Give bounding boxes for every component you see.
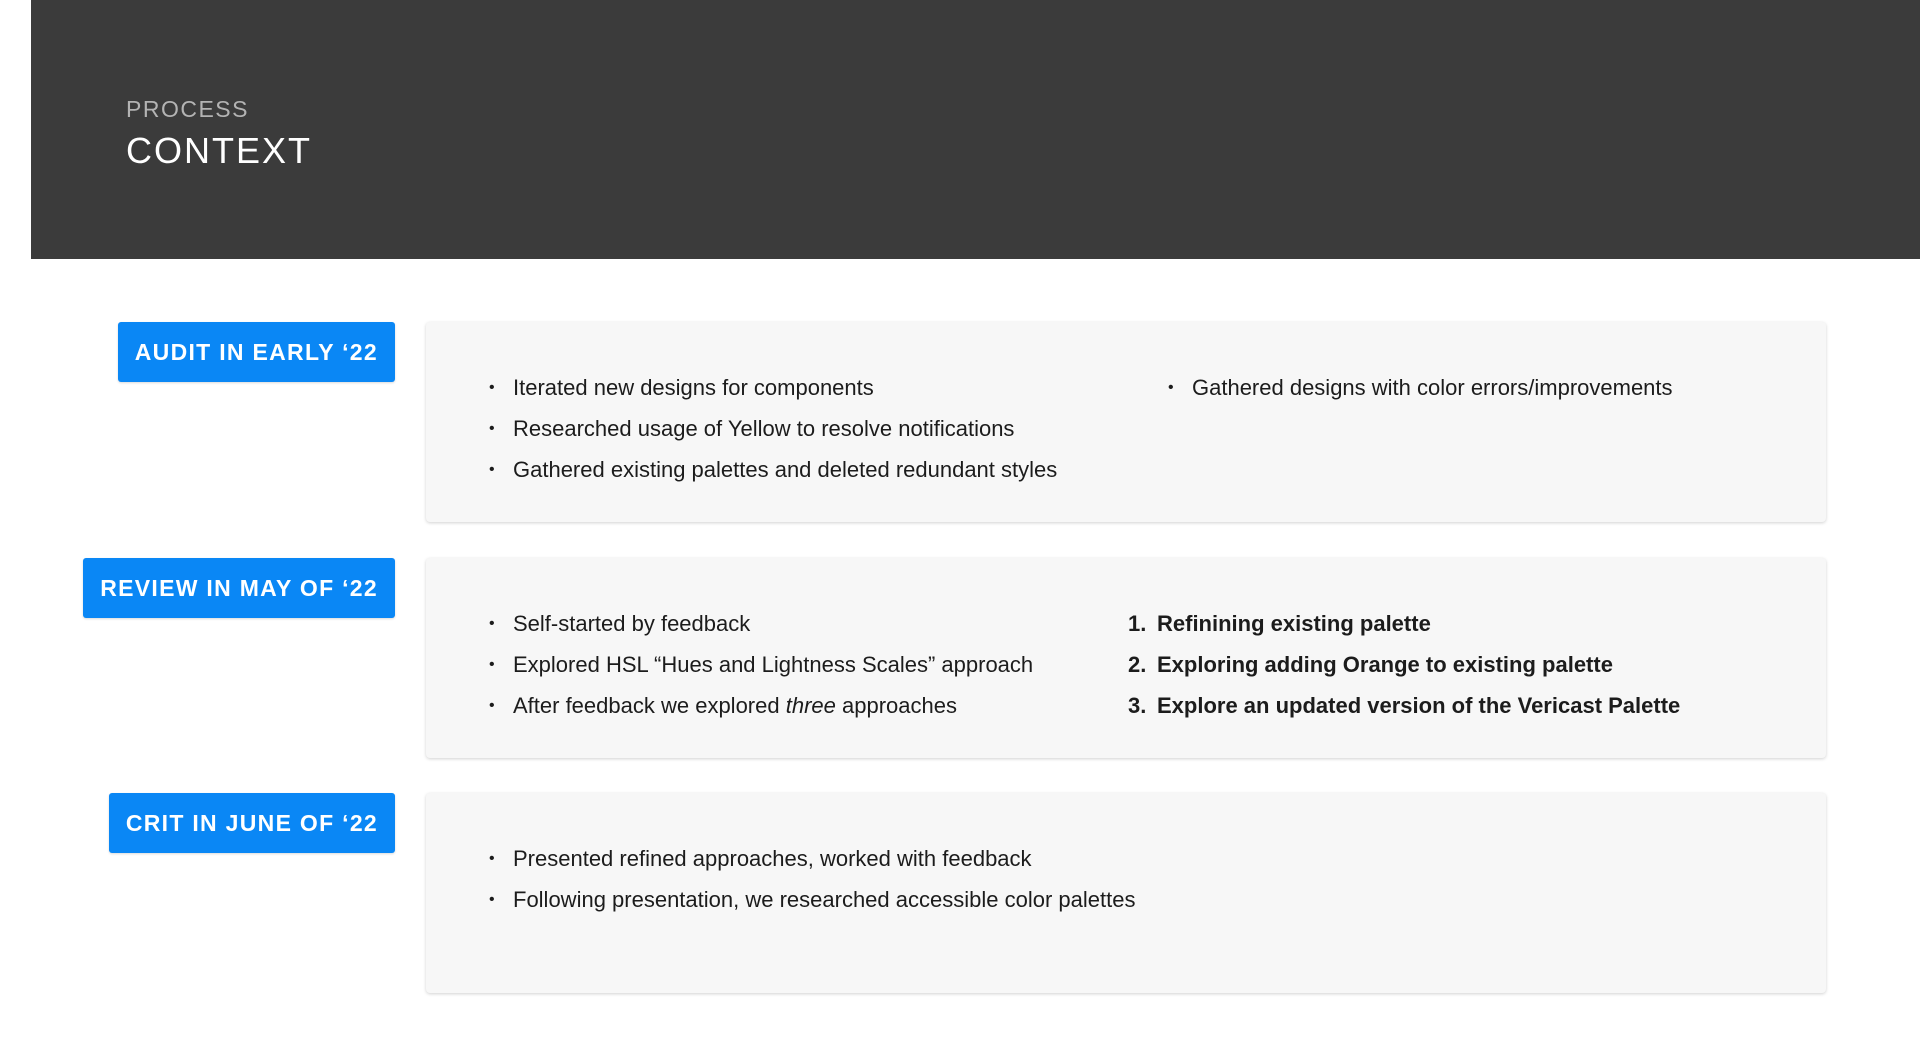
list-item: • Self-started by feedback: [489, 603, 1033, 644]
crit-tag: CRIT IN JUNE OF ‘22: [109, 793, 395, 853]
bullet-icon: •: [489, 420, 495, 437]
page-title: CONTEXT: [126, 130, 313, 171]
review-card: [426, 558, 1826, 758]
list-item: 3. Explore an updated version of the Vericast Palette: [1128, 693, 1681, 718]
list-item: • Explored HSL “Hues and Lightness Scales” approach: [489, 644, 1033, 685]
bullet-icon: •: [489, 697, 495, 714]
review-ordered-list: [1128, 603, 1680, 726]
bullet-icon: •: [489, 656, 495, 673]
list-item: • Following presentation, we researched accessible color palettes: [489, 879, 1135, 920]
audit-list-left: [489, 367, 1057, 490]
bullet-icon: •: [489, 615, 495, 632]
review-list-left: [489, 603, 1033, 726]
review-tag: REVIEW IN MAY OF ‘22: [83, 558, 395, 618]
list-item: 1. Refinining existing palette: [1128, 611, 1431, 636]
list-item: • Iterated new designs for components: [489, 367, 1057, 408]
audit-tag: AUDIT IN EARLY ‘22: [118, 322, 395, 382]
audit-list-right: [1168, 367, 1673, 408]
header-banner: [31, 0, 1920, 259]
bullet-icon: •: [1168, 379, 1174, 396]
bullet-icon: •: [489, 379, 495, 396]
list-item: • After feedback we explored three approaches: [489, 685, 1033, 726]
crit-list: [489, 838, 1135, 920]
list-item: • Gathered designs with color errors/improvements: [1168, 367, 1673, 408]
list-item: • Researched usage of Yellow to resolve notifications: [489, 408, 1057, 449]
bullet-icon: •: [489, 461, 495, 478]
list-item: • Presented refined approaches, worked with feedback: [489, 838, 1135, 879]
crit-card: [426, 793, 1826, 993]
bullet-icon: •: [489, 850, 495, 867]
list-item: 2. Exploring adding Orange to existing palette: [1128, 652, 1613, 677]
section-eyebrow: PROCESS: [126, 96, 249, 122]
bullet-icon: •: [489, 891, 495, 908]
audit-card: [426, 322, 1826, 522]
list-item: • Gathered existing palettes and deleted redundant styles: [489, 449, 1057, 490]
